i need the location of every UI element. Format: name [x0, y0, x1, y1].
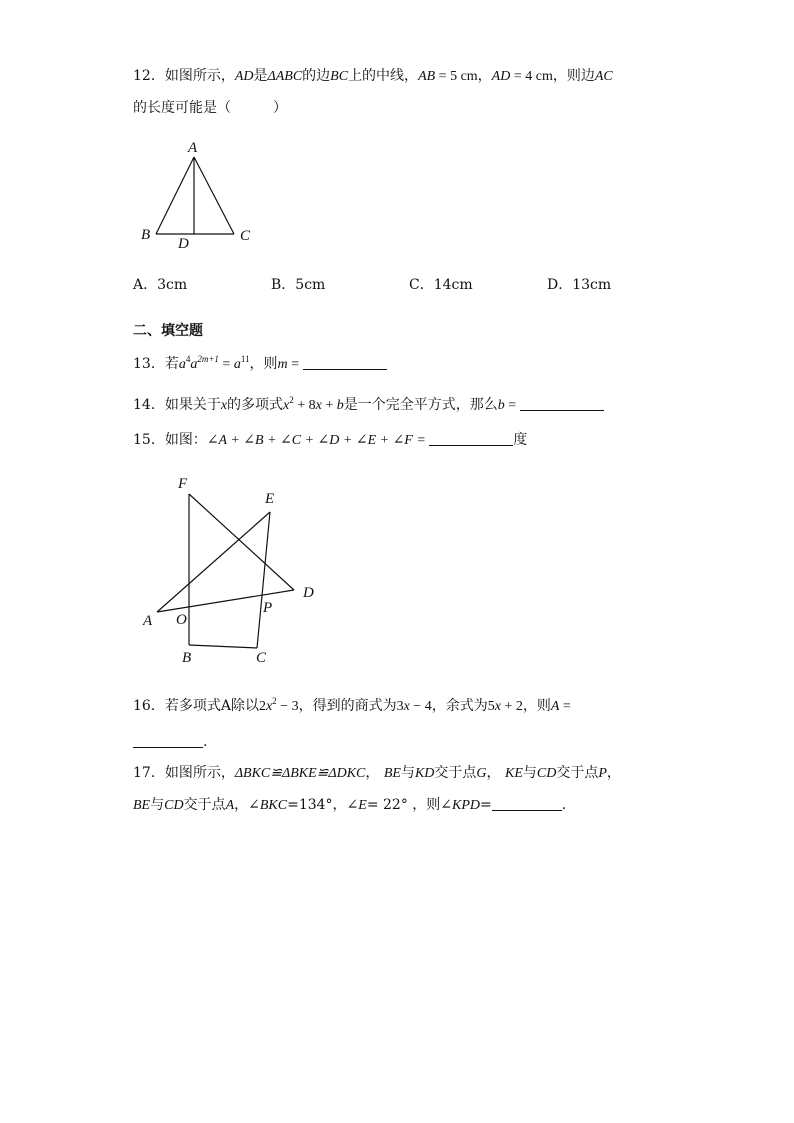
q15-label-a: A: [143, 613, 153, 629]
q13-text: ，则: [249, 356, 278, 372]
q12-option-c[interactable]: [409, 275, 473, 295]
q17-text: ，: [486, 765, 505, 781]
option-text: 3cm: [157, 277, 188, 293]
q13-answer-blank[interactable]: [303, 355, 387, 370]
q16-text: ，余式为: [431, 698, 488, 714]
q14-answer-blank[interactable]: [520, 396, 604, 411]
q13-math: m: [277, 357, 288, 372]
q13-exponent: 4: [185, 354, 191, 364]
q17-text: ，: [365, 765, 384, 781]
q12-option-a[interactable]: [133, 275, 187, 295]
q17-text: =: [480, 797, 492, 813]
q12-number: 12．: [133, 68, 165, 84]
q12-text: 的长度可能是（ ）: [133, 100, 287, 116]
q12-side-ac: [194, 157, 234, 234]
q16-math: − 3: [276, 699, 299, 714]
q15-text: 度: [513, 432, 528, 448]
q13-math: a: [178, 357, 186, 372]
q17-text: 与: [400, 765, 415, 781]
q17-text: 交于点: [434, 765, 477, 781]
q17-math: KPD: [452, 798, 481, 813]
q15-label-e: E: [265, 491, 275, 507]
q12-line2: [133, 98, 287, 118]
q17-text: =134°，∠: [287, 797, 359, 813]
q13-math: =: [218, 357, 234, 372]
q12-math: BC: [330, 69, 349, 84]
q16-number: 16．: [133, 698, 165, 714]
q16-math: 3: [396, 699, 404, 714]
q15-label-p: P: [263, 600, 273, 616]
q12-math: AC: [594, 69, 613, 84]
q17-math: BE: [133, 798, 151, 813]
q16-end: .: [203, 734, 208, 750]
q17-math: CD: [536, 766, 557, 781]
q16-math: =: [559, 699, 571, 714]
q16-math: A: [550, 699, 560, 714]
q17-math: ΔBKC≌ΔBKE≌ΔDKC: [234, 766, 366, 781]
q13-exponent: 2m+1: [197, 354, 219, 364]
q14-math: x: [283, 398, 290, 413]
q15-text: 如图：: [164, 432, 207, 448]
q12-option-d[interactable]: [547, 275, 611, 295]
q14-number: 14．: [133, 397, 165, 413]
q16-math: x: [403, 699, 410, 714]
q17-number: 17．: [133, 765, 165, 781]
q12-side-ab: [156, 157, 194, 234]
option-text: 13cm: [572, 277, 612, 293]
q16-math: x: [265, 699, 273, 714]
q12-text: 是: [253, 68, 268, 84]
q17-math: BE: [383, 766, 401, 781]
q14-math: =: [504, 398, 520, 413]
q12-label-b: B: [141, 227, 151, 243]
q17-text: ，: [606, 765, 621, 781]
q14-text: 是一个完全平方式，那么: [343, 397, 498, 413]
q17-math: KE: [505, 766, 523, 781]
section-heading: 二、填空题: [133, 323, 203, 339]
q15-seg-fd: [189, 494, 294, 590]
q16-math: 5: [487, 699, 495, 714]
q13-math: =: [287, 357, 303, 372]
q12-text: 上的中线，: [348, 68, 419, 84]
q17-text: ，∠: [234, 797, 260, 813]
q14-math: x: [220, 398, 228, 413]
q15-label-c: C: [256, 650, 267, 666]
q17-math: KD: [414, 766, 435, 781]
q14-math: b: [336, 398, 344, 413]
q12-math: AD: [491, 69, 511, 84]
option-key: D．: [547, 277, 573, 293]
q15-label-o: O: [176, 612, 187, 628]
q16-line2: [133, 732, 207, 752]
q17-line2: [133, 795, 566, 816]
q12-line1: [133, 66, 613, 87]
q17-math: P: [598, 766, 607, 781]
q14-math: +: [321, 398, 337, 413]
q13-math: a: [190, 357, 198, 372]
q14-text: 的多项式: [227, 397, 284, 413]
q16-text: 若多项式A除以: [164, 698, 259, 714]
option-key: A．: [133, 277, 158, 293]
q16-answer-blank[interactable]: [133, 733, 203, 748]
q16-text: ，则: [522, 698, 551, 714]
q13-exponent: 11: [240, 354, 250, 364]
q16-text: ，得到的商式为: [298, 698, 397, 714]
q17-text: 如图所示，: [164, 765, 235, 781]
q17-answer-blank[interactable]: [492, 796, 562, 811]
q13-line: [133, 354, 387, 375]
q15-math: ∠A + ∠B + ∠C + ∠D + ∠E + ∠F =: [206, 433, 430, 448]
q15-label-b: B: [182, 650, 192, 666]
q12-label-c: C: [240, 228, 251, 244]
q15-seg-ec: [257, 512, 273, 648]
option-key: B．: [271, 277, 296, 293]
q12-text: = 4 cm，则边: [510, 69, 595, 84]
q14-math: x: [315, 398, 322, 413]
q12-text: = 5 cm，: [435, 69, 492, 84]
q14-text: 如果关于: [164, 397, 221, 413]
q12-option-b[interactable]: [271, 275, 325, 295]
q15-label-f: F: [178, 476, 188, 492]
q16-math: x: [494, 699, 501, 714]
q15-line: [133, 430, 527, 451]
q14-math: + 8: [293, 398, 316, 413]
q12-label-a: A: [188, 140, 198, 156]
q12-label-d: D: [178, 236, 189, 252]
q17-math: BKC: [259, 798, 288, 813]
q17-end: .: [561, 797, 567, 813]
q17-text: 与: [522, 765, 537, 781]
q12-math: ΔABC: [267, 69, 303, 84]
q14-line: [133, 395, 604, 416]
q15-seg-bc: [189, 645, 257, 648]
option-text: 14cm: [433, 277, 473, 293]
q16-line1: [133, 696, 571, 717]
q17-math: CD: [164, 798, 184, 813]
option-text: 5cm: [295, 277, 326, 293]
q15-number: 15．: [133, 432, 165, 448]
q15-seg-ea: [157, 512, 270, 612]
q17-text: 交于点: [183, 797, 226, 813]
q17-math: A: [225, 798, 235, 813]
q17-text: 交于点: [556, 765, 599, 781]
q16-math: − 4: [409, 699, 432, 714]
q12-math: AB: [418, 69, 436, 84]
q15-answer-blank[interactable]: [429, 431, 513, 446]
q13-number: 13．: [133, 356, 165, 372]
q13-math: a: [233, 357, 241, 372]
q16-exponent: 2: [272, 696, 277, 706]
q17-text: = 22° ，则∠: [366, 797, 453, 813]
q12-math: AD: [234, 69, 254, 84]
q15-label-d: D: [303, 585, 314, 601]
q13-text: 若: [164, 356, 179, 372]
q12-text: 如图所示，: [164, 68, 235, 84]
q16-math: 2: [258, 699, 266, 714]
q17-math: E: [358, 798, 367, 813]
q12-text: 的边: [302, 68, 331, 84]
q16-math: + 2: [500, 699, 523, 714]
q15-seg-ad: [157, 590, 294, 612]
q17-text: 与: [150, 797, 165, 813]
q14-math: b: [497, 398, 505, 413]
q17-math: G: [476, 766, 487, 781]
q14-exponent: 2: [289, 395, 294, 405]
q17-line1: [133, 763, 621, 784]
option-key: C．: [409, 277, 434, 293]
